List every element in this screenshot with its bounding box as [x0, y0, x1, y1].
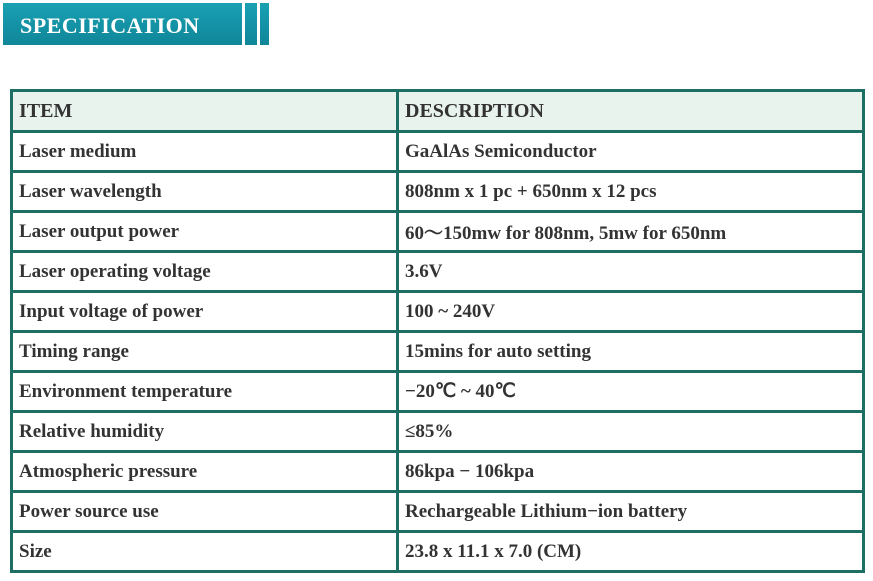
banner-decor-bar — [260, 3, 269, 45]
description-cell: ≤85% — [398, 412, 864, 452]
description-cell: Rechargeable Lithium−ion battery — [398, 492, 864, 532]
table-row — [12, 252, 864, 292]
table-row — [12, 212, 864, 252]
table-header-row — [12, 91, 864, 132]
item-cell: Laser operating voltage — [12, 252, 398, 292]
banner-title: SPECIFICATION — [20, 13, 200, 38]
banner-decor-bar — [245, 3, 257, 45]
table-row — [12, 492, 864, 532]
item-cell: Laser wavelength — [12, 172, 398, 212]
item-cell: Atmospheric pressure — [12, 452, 398, 492]
item-cell: Relative humidity — [12, 412, 398, 452]
item-cell: Environment temperature — [12, 372, 398, 412]
header-description: DESCRIPTION — [398, 91, 864, 132]
description-cell: 23.8 x 11.1 x 7.0 (CM) — [398, 532, 864, 572]
description-cell: 3.6V — [398, 252, 864, 292]
item-cell: Input voltage of power — [12, 292, 398, 332]
table-row — [12, 332, 864, 372]
description-cell: 60～150mw for 808nm, 5mw for 650nm — [398, 212, 864, 252]
table-row — [12, 452, 864, 492]
table-row — [12, 412, 864, 452]
description-cell: 808nm x 1 pc + 650nm x 12 pcs — [398, 172, 864, 212]
description-cell: 100 ~ 240V — [398, 292, 864, 332]
table-row — [12, 132, 864, 172]
table-row — [12, 292, 864, 332]
table-row — [12, 372, 864, 412]
item-cell: Laser output power — [12, 212, 398, 252]
table-row — [12, 172, 864, 212]
item-cell: Power source use — [12, 492, 398, 532]
description-cell: −20℃ ~ 40℃ — [398, 372, 864, 412]
description-cell: GaAlAs Semiconductor — [398, 132, 864, 172]
specification-table — [10, 89, 865, 573]
specification-banner — [3, 3, 242, 45]
item-cell: Size — [12, 532, 398, 572]
header-item: ITEM — [12, 91, 398, 132]
description-cell: 15mins for auto setting — [398, 332, 864, 372]
item-cell: Timing range — [12, 332, 398, 372]
description-cell: 86kpa − 106kpa — [398, 452, 864, 492]
table-row — [12, 532, 864, 572]
item-cell: Laser medium — [12, 132, 398, 172]
